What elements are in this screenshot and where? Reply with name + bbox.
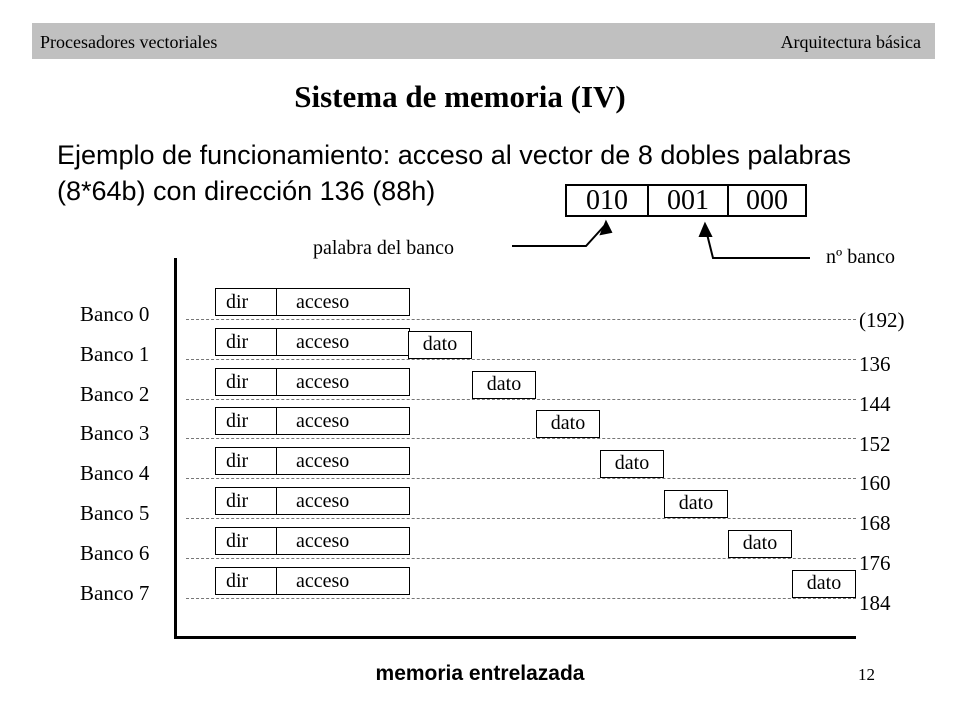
bank-access-cell (215, 368, 410, 396)
dir-phase-label: dir (226, 370, 249, 393)
bank-address-value: 144 (859, 391, 891, 416)
bank-row-line (186, 558, 856, 559)
dir-phase-label: dir (226, 569, 249, 592)
slide-title: Sistema de memoria (IV) (294, 79, 626, 114)
phase-divider (276, 408, 277, 434)
time-axis-horizontal (174, 636, 856, 639)
phase-divider (276, 528, 277, 554)
address-field-bank: 001 (647, 184, 729, 217)
bank-access-cell (215, 447, 410, 475)
bank-access-cell (215, 328, 410, 356)
data-transfer-cell: dato (600, 450, 664, 478)
bank-access-cell (215, 407, 410, 435)
access-phase-label: acceso (296, 370, 350, 393)
data-transfer-cell: dato (728, 530, 792, 558)
data-transfer-cell: dato (408, 331, 472, 359)
access-phase-label: acceso (296, 410, 350, 433)
access-phase-label: acceso (296, 529, 350, 552)
phase-divider (276, 568, 277, 594)
bank-row-line (186, 598, 856, 599)
bank-address-value: 136 (859, 352, 891, 376)
phase-divider (276, 488, 277, 514)
header-section-title: Procesadores vectoriales (40, 32, 218, 52)
bank-address-value: 176 (859, 551, 891, 575)
figure-caption: memoria entrelazada (375, 662, 585, 685)
bank-row-line (186, 478, 856, 479)
phase-divider (276, 369, 277, 395)
access-phase-label: acceso (296, 569, 350, 592)
bank-label: Banco 2 (80, 381, 150, 406)
bank-row-line (186, 438, 856, 439)
header-topic: Arquitectura básica (780, 32, 921, 52)
bank-row-line (186, 399, 856, 400)
dir-phase-label: dir (226, 330, 249, 353)
bank-address-value: 184 (859, 590, 891, 615)
bank-access-cell (215, 527, 410, 555)
extra-address: (192) (859, 308, 905, 332)
bank-access-cell (215, 487, 410, 515)
phase-divider (276, 289, 277, 315)
access-phase-label: acceso (296, 490, 350, 512)
bank-row-line (186, 518, 856, 519)
bank-label: Banco 4 (80, 461, 150, 486)
bank-arrow (700, 224, 810, 258)
dir-phase-label: dir (226, 410, 249, 433)
bank-row-line (186, 359, 856, 360)
bank-label: Banco 6 (80, 540, 150, 565)
word-arrow (512, 222, 611, 246)
dir-phase-label: dir (226, 529, 249, 552)
phase-divider (276, 448, 277, 474)
bank-address-value: 168 (859, 511, 891, 536)
bank-label: Banco 0 (80, 302, 150, 326)
access-phase-label: acceso (296, 291, 350, 313)
bank-label: Banco 7 (80, 580, 150, 605)
bank-address-value: 152 (859, 431, 891, 456)
bank-label: Banco 5 (80, 501, 150, 525)
bank-label: Banco 3 (80, 421, 150, 446)
address-field-word: 010 (565, 184, 649, 217)
phase-divider (276, 329, 277, 355)
bank-number-label: nº banco (826, 246, 895, 268)
access-phase-label: acceso (296, 450, 350, 473)
body-text-line-1: Ejemplo de funcionamiento: acceso al vector de 8 dobles palabras (57, 140, 851, 170)
body-text-line-2: (8*64b) con dirección 136 (88h) (57, 176, 436, 206)
access-phase-label: acceso (296, 330, 350, 353)
bank-access-cell (215, 288, 410, 316)
bank-row-line (186, 319, 856, 320)
data-transfer-cell: dato (664, 490, 728, 518)
bank-address-value: 160 (859, 471, 891, 496)
address-field-offset: 000 (727, 184, 807, 217)
page-number: 12 (858, 665, 875, 684)
dir-phase-label: dir (226, 490, 249, 512)
time-axis-vertical (174, 258, 177, 638)
data-transfer-cell: dato (472, 371, 536, 399)
dir-phase-label: dir (226, 291, 249, 313)
data-transfer-cell: dato (536, 410, 600, 438)
word-of-bank-label: palabra del banco (313, 237, 455, 259)
dir-phase-label: dir (226, 450, 249, 473)
bank-label: Banco 1 (80, 341, 150, 366)
bank-access-cell (215, 567, 410, 595)
data-transfer-cell: dato (792, 570, 856, 598)
